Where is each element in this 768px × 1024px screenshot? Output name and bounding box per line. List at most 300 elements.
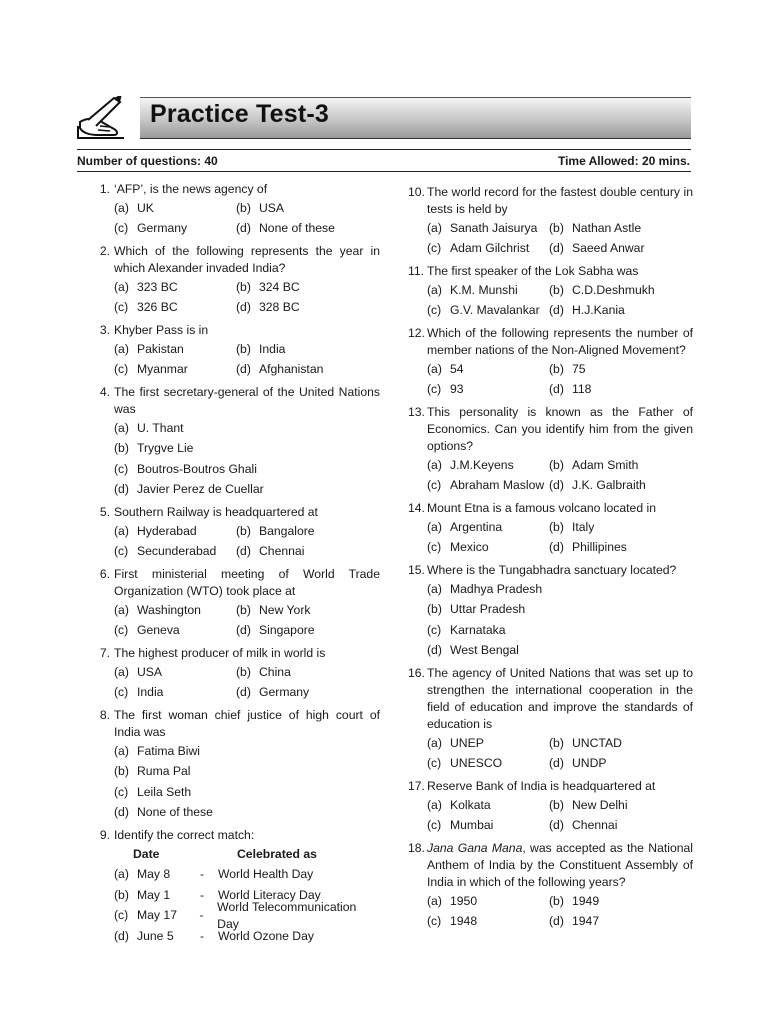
option-text: Pakistan: [137, 341, 184, 356]
option-c[interactable]: [427, 539, 549, 556]
option-text: Boutros-Boutros Ghali: [137, 461, 257, 476]
option-text: Phillipines: [572, 540, 627, 555]
match-letter: (b): [114, 887, 129, 902]
option-letter: (b): [549, 282, 564, 297]
option-letter: (a): [427, 220, 442, 235]
option-letter: (c): [114, 362, 129, 377]
question-text: Southern Railway is headquartered at: [114, 505, 318, 519]
option-c[interactable]: [427, 381, 549, 398]
option-row: [114, 782, 380, 803]
option-letter: (b): [549, 797, 564, 812]
option-text: 323 BC: [137, 279, 178, 294]
option-row: [427, 912, 693, 933]
match-date: May 8: [137, 867, 171, 882]
option-text: C.D.Deshmukh: [572, 282, 655, 297]
question-7: [95, 645, 380, 662]
options: [114, 600, 380, 641]
option-text: China: [259, 664, 291, 679]
option-letter: (c): [114, 461, 129, 476]
option-b[interactable]: [549, 220, 671, 237]
option-letter: (c): [114, 784, 129, 799]
question-number: 16.: [408, 666, 425, 680]
option-b[interactable]: [236, 523, 358, 540]
right-column: [408, 184, 693, 932]
number-of-questions: Number of questions: 40: [77, 154, 218, 168]
option-text: Hyderabad: [137, 523, 197, 538]
options: [114, 198, 380, 239]
option-a[interactable]: [427, 797, 549, 814]
option-row: [427, 517, 693, 538]
option-text: Javier Perez de Cuellar: [137, 482, 264, 497]
match-dash: -: [200, 928, 205, 943]
match-day: World Ozone Day: [218, 928, 314, 943]
option-text: Italy: [572, 519, 595, 534]
option-letter: (c): [427, 622, 442, 637]
option-text: Uttar Pradesh: [450, 602, 526, 617]
question-number: 10.: [408, 185, 425, 199]
option-letter: (c): [427, 241, 442, 256]
option-letter: (a): [427, 797, 442, 812]
options: [114, 277, 380, 318]
option-row: [114, 542, 380, 563]
option-letter: (a): [114, 200, 129, 215]
option-text: Germany: [137, 221, 188, 236]
option-d[interactable]: [549, 302, 671, 319]
option-text: Mumbai: [450, 818, 494, 833]
option-text: 93: [450, 382, 464, 397]
option-b[interactable]: [549, 282, 671, 299]
option-letter: (c): [427, 303, 442, 318]
option-row: [427, 891, 693, 912]
options: [114, 662, 380, 703]
option-letter: (a): [114, 743, 129, 758]
option-text: 1949: [572, 893, 600, 908]
question-number: 14.: [408, 501, 425, 515]
option-text: India: [259, 341, 286, 356]
option-text: Karnataka: [450, 622, 506, 637]
question-text: The first speaker of the Lok Sabha was: [427, 264, 639, 278]
option-b[interactable]: [549, 735, 671, 752]
option-text: J.K. Galbraith: [572, 478, 646, 493]
option-letter: (a): [114, 279, 129, 294]
option-text: USA: [259, 200, 285, 215]
option-letter: (d): [549, 478, 564, 493]
question-text: Reserve Bank of India is headquartered at: [427, 779, 656, 793]
option-d[interactable]: [236, 622, 358, 639]
option-letter: (b): [236, 523, 251, 538]
option-text: Argentina: [450, 519, 503, 534]
option-letter: (a): [427, 282, 442, 297]
question-14: [408, 500, 693, 517]
option-letter: (b): [114, 764, 129, 779]
option-a[interactable]: [114, 523, 236, 540]
option-text: 54: [450, 361, 464, 376]
option-row: [114, 521, 380, 542]
option-a[interactable]: [427, 893, 549, 910]
option-text: India: [137, 685, 164, 700]
question-number: 12.: [408, 326, 425, 340]
top-rule: [77, 149, 691, 150]
option-letter: (b): [236, 602, 251, 617]
option-c[interactable]: [114, 784, 191, 801]
option-d[interactable]: [549, 539, 671, 556]
match-letter: (a): [114, 867, 129, 882]
question-text: [427, 840, 693, 891]
option-letter: (d): [114, 805, 129, 820]
option-b[interactable]: [549, 797, 671, 814]
option-a[interactable]: [427, 457, 549, 474]
match-header-celebrated: Celebrated as: [237, 846, 317, 861]
option-letter: (d): [549, 756, 564, 771]
option-letter: (c): [427, 818, 442, 833]
option-c[interactable]: [427, 302, 549, 319]
option-letter: (b): [549, 457, 564, 472]
question-number: 7.: [99, 646, 110, 660]
question-4: [95, 384, 380, 418]
option-text: None of these: [259, 221, 335, 236]
left-column: [95, 181, 380, 947]
question-text: The first secretary-general of the United Nations was: [114, 385, 380, 416]
option-letter: (a): [427, 581, 442, 596]
question-8: [95, 707, 380, 741]
options: [427, 795, 693, 836]
question-2: [95, 243, 380, 277]
option-d[interactable]: [114, 804, 213, 821]
option-text: Singapore: [259, 623, 315, 638]
question-number: 15.: [408, 563, 425, 577]
options: [427, 280, 693, 321]
question-text: The agency of United Nations that was set up to strengthen the international cooperation in the field of education and improve the standards of education is: [427, 666, 693, 731]
options: [427, 359, 693, 400]
option-c[interactable]: [114, 299, 236, 316]
option-text: 324 BC: [259, 279, 300, 294]
match-header: [114, 844, 380, 865]
option-c[interactable]: [114, 543, 236, 560]
option-text: Sanath Jaisurya: [450, 220, 538, 235]
option-row: [114, 683, 380, 704]
option-text: Secunderabad: [137, 544, 217, 559]
question-text-rest: , was accepted as the National Anthem of India by the Constituent Assembly of India in which of the following years?: [427, 841, 693, 889]
question-13: [408, 404, 693, 455]
option-a[interactable]: [427, 519, 549, 536]
option-c[interactable]: [114, 220, 236, 237]
question-1: [95, 181, 380, 198]
option-letter: (b): [236, 279, 251, 294]
option-row: [114, 277, 380, 298]
match-date: May 17: [137, 908, 177, 923]
option-d[interactable]: [549, 755, 671, 772]
question-number: 17.: [408, 779, 425, 793]
option-letter: (d): [549, 818, 564, 833]
option-row: [427, 380, 693, 401]
option-letter: (d): [427, 643, 442, 658]
options: [427, 891, 693, 932]
option-letter: (c): [114, 300, 129, 315]
time-allowed: Time Allowed: 20 mins.: [557, 154, 690, 168]
option-d[interactable]: [427, 642, 519, 659]
question-text: The world record for the fastest double century in tests is held by: [427, 185, 693, 216]
option-d[interactable]: [549, 381, 671, 398]
option-text: UNEP: [450, 735, 484, 750]
option-a[interactable]: [114, 279, 236, 296]
option-text: Nathan Astle: [572, 220, 642, 235]
match-dash: -: [200, 887, 205, 902]
option-row: [427, 733, 693, 754]
option-c[interactable]: [427, 622, 506, 639]
option-letter: (d): [236, 544, 251, 559]
match-letter: (d): [114, 928, 129, 943]
bottom-rule: [77, 171, 691, 172]
option-row: [114, 621, 380, 642]
option-row: [427, 476, 693, 497]
match-row[interactable]: [114, 899, 380, 931]
option-letter: (d): [236, 685, 251, 700]
option-b[interactable]: [549, 893, 671, 910]
option-letter: (d): [549, 540, 564, 555]
option-letter: (a): [427, 735, 442, 750]
question-number: 11.: [408, 264, 425, 278]
question-text: ‘AFP’, is the news agency of: [114, 182, 268, 196]
question-number: 3.: [99, 323, 110, 337]
match-header-date: Date: [133, 846, 160, 861]
option-d[interactable]: [236, 299, 358, 316]
question-16: [408, 665, 693, 733]
option-text: 118: [572, 382, 592, 397]
question-number: 18.: [408, 841, 425, 855]
option-c[interactable]: [427, 477, 549, 494]
option-text: Trygve Lie: [137, 441, 194, 456]
option-text: Mexico: [450, 540, 489, 555]
option-c[interactable]: [114, 361, 236, 378]
option-b[interactable]: [549, 457, 671, 474]
option-text: Leila Seth: [137, 784, 192, 799]
option-d[interactable]: [549, 817, 671, 834]
option-b[interactable]: [427, 601, 525, 618]
option-text: U. Thant: [137, 420, 184, 435]
option-row: [427, 280, 693, 301]
option-letter: (d): [549, 382, 564, 397]
option-a[interactable]: [114, 420, 184, 437]
option-letter: (b): [549, 735, 564, 750]
option-text: None of these: [137, 805, 213, 820]
question-number: 1.: [99, 182, 110, 196]
option-row: [114, 339, 380, 360]
option-b[interactable]: [236, 200, 358, 217]
option-text: K.M. Munshi: [450, 282, 518, 297]
option-text: Saeed Anwar: [572, 241, 645, 256]
question-text: Where is the Tungabhadra sanctuary located?: [427, 563, 677, 577]
options: [114, 741, 380, 823]
question-number: 9.: [99, 828, 110, 842]
option-letter: (c): [427, 756, 442, 771]
question-18: [408, 840, 693, 891]
option-text: UNDP: [572, 756, 607, 771]
option-row: [114, 219, 380, 240]
option-d[interactable]: [236, 543, 358, 560]
options: [114, 339, 380, 380]
option-c[interactable]: [427, 817, 549, 834]
option-row: [427, 620, 693, 641]
question-15: [408, 562, 693, 579]
option-text: Bangalore: [259, 523, 315, 538]
option-row: [114, 418, 380, 439]
option-a[interactable]: [114, 664, 236, 681]
option-text: New York: [259, 602, 311, 617]
option-text: UK: [137, 200, 154, 215]
option-c[interactable]: [427, 755, 549, 772]
option-letter: (b): [236, 664, 251, 679]
option-b[interactable]: [114, 440, 193, 457]
option-text: Myanmar: [137, 362, 188, 377]
option-b[interactable]: [549, 519, 671, 536]
question-text: Khyber Pass is in: [114, 323, 209, 337]
option-row: [427, 218, 693, 239]
option-row: [114, 459, 380, 480]
option-d[interactable]: [236, 361, 358, 378]
question-text: Which of the following represents the year in which Alexander invaded India?: [114, 244, 380, 275]
option-b[interactable]: [236, 602, 358, 619]
option-a[interactable]: [427, 581, 542, 598]
option-text: UNESCO: [450, 756, 503, 771]
option-a[interactable]: [427, 220, 549, 237]
option-text: Chennai: [259, 544, 305, 559]
option-b[interactable]: [236, 664, 358, 681]
question-12: [408, 325, 693, 359]
option-text: UNCTAD: [572, 735, 622, 750]
question-5: [95, 504, 380, 521]
option-letter: (d): [236, 623, 251, 638]
writing-hand-icon: [74, 96, 130, 140]
option-b[interactable]: [236, 341, 358, 358]
options: [427, 733, 693, 774]
page-title: Practice Test-3: [150, 100, 330, 128]
option-d[interactable]: [114, 481, 264, 498]
option-letter: (c): [114, 685, 129, 700]
option-text: West Bengal: [450, 643, 519, 658]
question-number: 4.: [99, 385, 110, 399]
option-letter: (c): [427, 478, 442, 493]
question-6: [95, 566, 380, 600]
question-10: [408, 184, 693, 218]
match-day: World Health Day: [218, 867, 314, 882]
option-c[interactable]: [114, 461, 257, 478]
question-text: The highest producer of milk in world is: [114, 646, 326, 660]
option-letter: (d): [236, 221, 251, 236]
option-text: Chennai: [572, 818, 618, 833]
option-a[interactable]: [114, 602, 236, 619]
option-text: New Delhi: [572, 797, 628, 812]
option-text: Afghanistan: [259, 362, 324, 377]
options: [427, 579, 693, 661]
match-date: May 1: [137, 887, 171, 902]
option-text: Adam Gilchrist: [450, 241, 530, 256]
option-c[interactable]: [427, 913, 549, 930]
option-text: Abraham Maslow: [450, 478, 545, 493]
option-letter: (d): [114, 482, 129, 497]
option-c[interactable]: [427, 240, 549, 257]
option-d[interactable]: [549, 477, 671, 494]
option-row: [427, 359, 693, 380]
option-row: [114, 662, 380, 683]
option-d[interactable]: [549, 240, 671, 257]
option-text: Ruma Pal: [137, 764, 191, 779]
option-row: [427, 795, 693, 816]
option-row: [427, 600, 693, 621]
option-letter: (d): [549, 241, 564, 256]
question-text: Which of the following represents the number of member nations of the Non-Aligned Movement?: [427, 326, 693, 357]
option-text: Madhya Pradesh: [450, 581, 543, 596]
option-row: [427, 239, 693, 260]
options: [427, 218, 693, 259]
option-a[interactable]: [114, 743, 200, 760]
question-9: [95, 827, 380, 844]
option-d[interactable]: [236, 220, 358, 237]
question-text: This personality is known as the Father of Economics. Can you identify him from the given options?: [427, 405, 693, 453]
option-c[interactable]: [114, 622, 236, 639]
option-letter: (b): [549, 893, 564, 908]
option-letter: (b): [549, 361, 564, 376]
question-text: Identify the correct match:: [114, 828, 255, 842]
option-row: [427, 754, 693, 775]
option-row: [427, 579, 693, 600]
option-text: 1950: [450, 893, 478, 908]
option-row: [114, 298, 380, 319]
option-row: [114, 741, 380, 762]
option-a[interactable]: [427, 735, 549, 752]
option-letter: (c): [427, 914, 442, 929]
option-row: [114, 198, 380, 219]
option-text: USA: [137, 664, 163, 679]
option-letter: (b): [549, 220, 564, 235]
match-row[interactable]: [114, 865, 380, 886]
option-b[interactable]: [236, 279, 358, 296]
option-a[interactable]: [114, 200, 236, 217]
option-b[interactable]: [549, 361, 671, 378]
option-text: 328 BC: [259, 300, 300, 315]
question-text: The first woman chief justice of high court of India was: [114, 708, 380, 739]
option-letter: (d): [236, 362, 251, 377]
option-text: Adam Smith: [572, 457, 639, 472]
option-letter: (b): [549, 519, 564, 534]
option-text: Fatima Biwi: [137, 743, 200, 758]
option-d[interactable]: [236, 684, 358, 701]
option-text: H.J.Kania: [572, 303, 625, 318]
option-a[interactable]: [427, 361, 549, 378]
question-3: [95, 322, 380, 339]
option-letter: (a): [114, 602, 129, 617]
option-row: [114, 360, 380, 381]
option-text: 1947: [572, 914, 600, 929]
option-letter: (b): [427, 602, 442, 617]
match-date: June 5: [137, 928, 174, 943]
option-letter: (a): [427, 519, 442, 534]
option-row: [427, 538, 693, 559]
question-text-italic: Jana Gana Mana: [427, 841, 523, 855]
option-text: Geneva: [137, 623, 180, 638]
option-letter: (c): [427, 382, 442, 397]
option-d[interactable]: [549, 913, 671, 930]
option-text: 1948: [450, 914, 478, 929]
option-a[interactable]: [114, 341, 236, 358]
option-a[interactable]: [427, 282, 549, 299]
option-b[interactable]: [114, 763, 191, 780]
option-letter: (a): [427, 361, 442, 376]
match-day: World Literacy Day: [218, 887, 321, 902]
option-letter: (c): [114, 221, 129, 236]
option-c[interactable]: [114, 684, 236, 701]
option-row: [427, 301, 693, 322]
option-letter: (d): [236, 300, 251, 315]
